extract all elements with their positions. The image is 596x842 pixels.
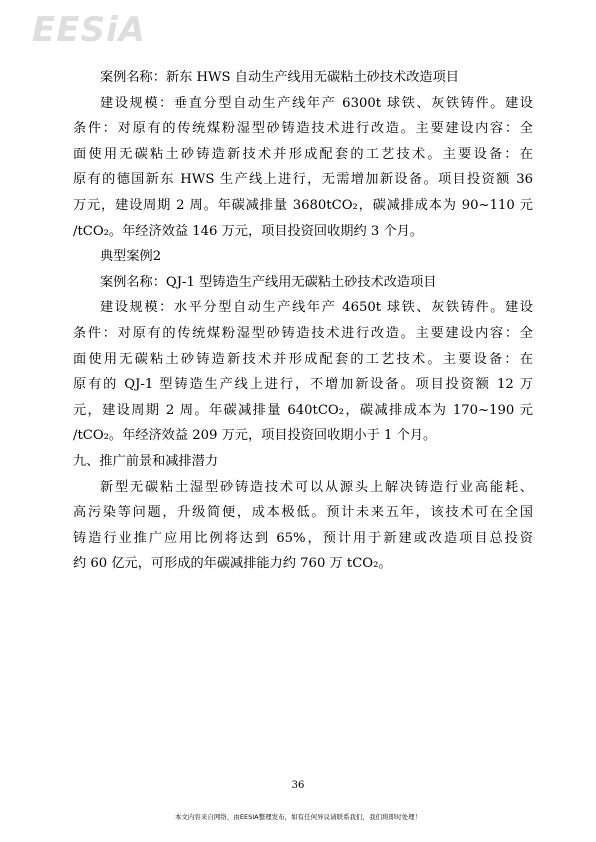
case2-heading: 典型案例2 [100, 249, 162, 265]
section9-text-line: 铸造行业推广应用比例将达到 65%，预计用于新建或改造项目总投资 [73, 530, 533, 546]
case1-text-line: 条件：对原有的传统煤粉湿型砂铸造技术进行改造。主要建设内容：全 [73, 121, 533, 137]
case2-text-line: 面使用无碳粘土砂铸造新技术并形成配套的工艺技术。主要设备：在 [73, 351, 533, 367]
case1-name-line: 案例名称：新东 HWS 自动生产线用无碳粘土砂技术改造项目 [100, 70, 459, 85]
page-number: 36 [291, 780, 305, 791]
case2-name-line: 案例名称：QJ-1 型铸造生产线用无碳粘土砂技术改造项目 [100, 274, 437, 290]
case1-text-line: 面使用无碳粘土砂铸造新技术并形成配套的工艺技术。主要设备：在 [73, 146, 533, 162]
case2-text-line: /tCO₂。年经济效益 209 万元，项目投资回收期小于 1 个月。 [73, 428, 437, 444]
section9-text-line: 约 60 亿元，可形成的年碳减排能力约 760 万 tCO₂。 [73, 556, 392, 572]
case2-text-line: 元，建设周期 2 周。年碳减排量 640tCO₂，碳减排成本为 170~190 元 [73, 402, 533, 418]
section9-text-line: 新型无碳粘土湿型砂铸造技术可以从源头上解决铸造行业高能耗、 [100, 479, 533, 495]
case1-text-line: 原有的德国新东 HWS 生产线上进行，无需增加新设备。项目投资额 36 [73, 172, 533, 188]
footer-disclaimer: 本文内容来自网络，由EESIA整理发布，如有任何异议请联系我们，我们将即时处理！ [174, 813, 422, 821]
case2-text-line: 原有的 QJ-1 型铸造生产线上进行，不增加新设备。项目投资额 12 万 [73, 377, 533, 393]
case1-text-line: 万元，建设周期 2 周。年碳减排量 3680tCO₂，碳减排成本为 90~110 元 [73, 197, 533, 213]
document-body [73, 65, 533, 577]
case2-scale-line: 建设规模：水平分型自动生产线年产 4650t 球铁、灰铁铸件。建设 [100, 300, 533, 316]
section9-heading: 九、推广前景和减排潜力 [73, 453, 219, 469]
case2-text-line: 条件：对原有的传统煤粉湿型砂铸造技术进行改造。主要建设内容：全 [73, 325, 533, 341]
section9-text-line: 高污染等问题，升级简便，成本极低。预计未来五年，该技术可在全国 [73, 505, 533, 521]
eesia-logo: EESiA [32, 10, 146, 50]
case1-text-line: /tCO₂。年经济效益 146 万元，项目投资回收期约 3 个月。 [73, 223, 424, 239]
case1-scale-line: 建设规模：垂直分型自动生产线年产 6300t 球铁、灰铁铸件。建设 [100, 95, 533, 111]
